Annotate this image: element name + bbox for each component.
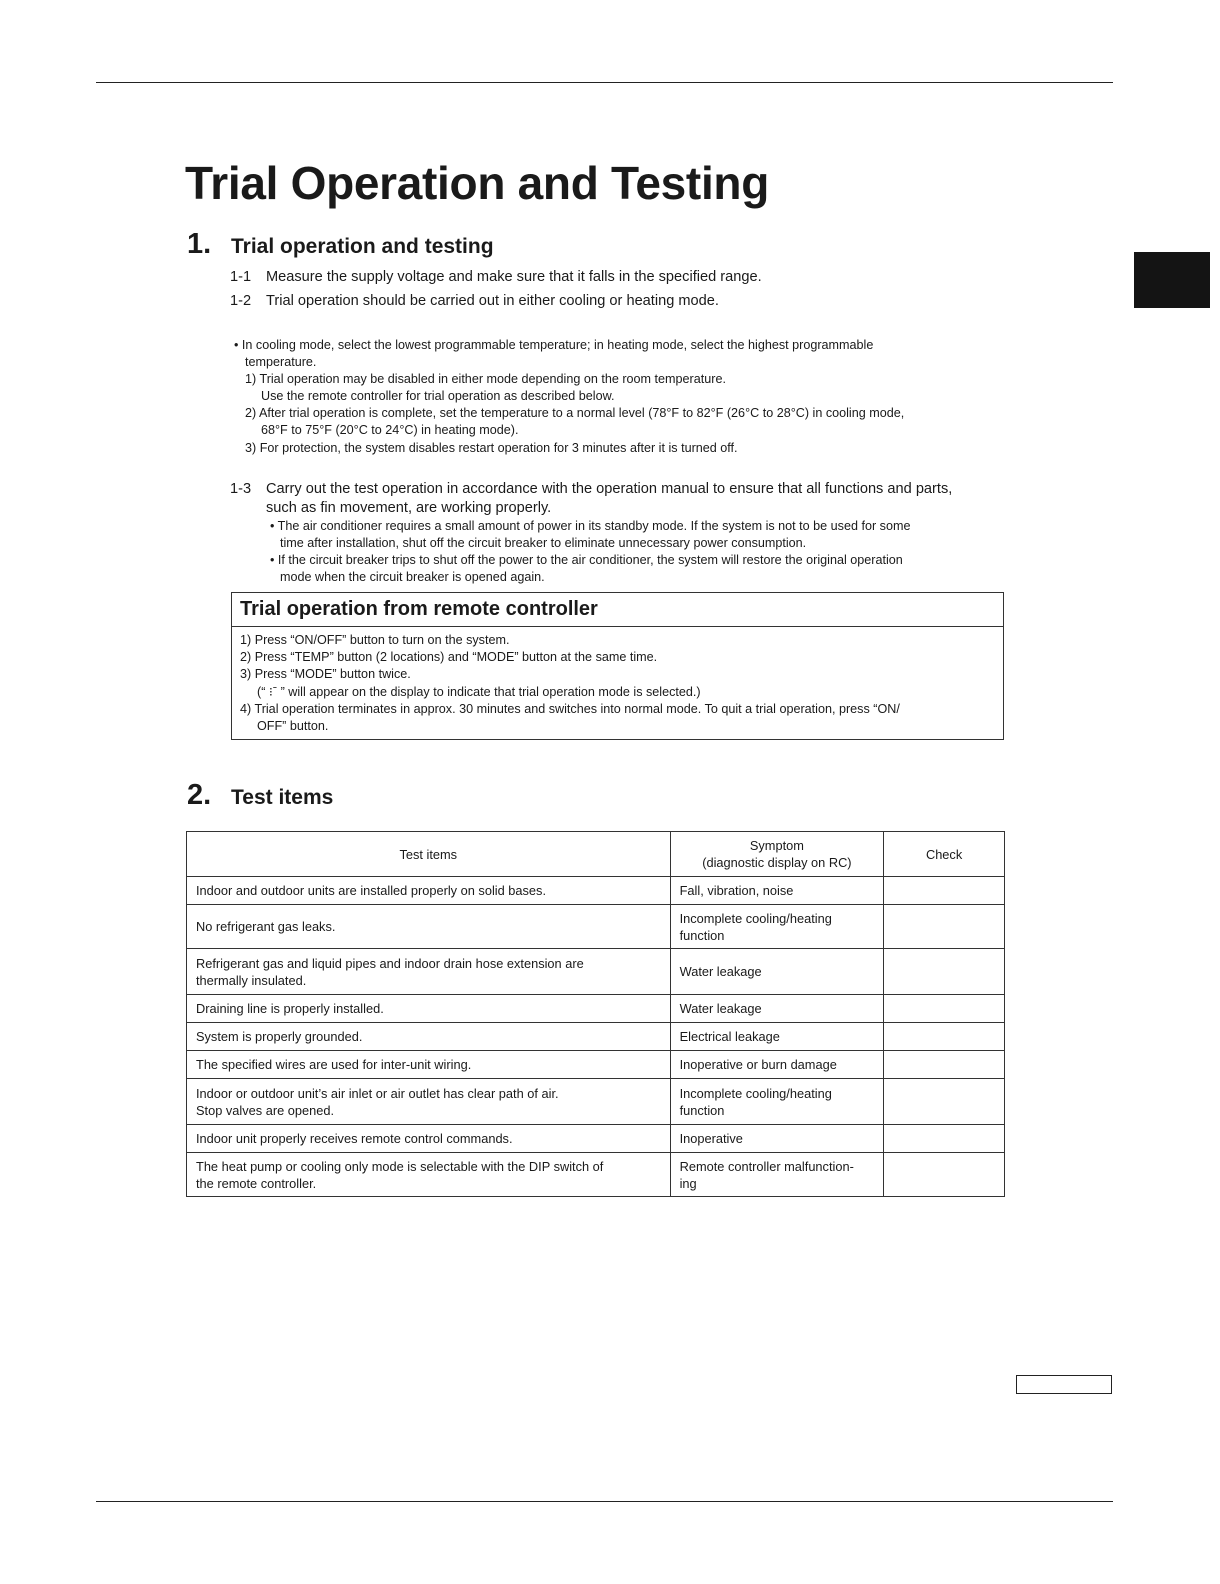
page-number-box [1016,1375,1112,1394]
note-line: 68°F to 75°F (20°C to 24°C) in heating mode). [261,423,519,437]
section-2-heading [187,779,333,812]
symptom-cell: Remote controller malfunction- ing [670,1153,884,1197]
symptom-cell: Fall, vibration, noise [670,877,884,905]
table-row [187,1153,1005,1197]
section-1-number: 1. [187,228,212,260]
section-tab-marker [1134,252,1210,308]
table-row [187,1051,1005,1079]
table-row [187,1125,1005,1153]
table-row [187,949,1005,995]
symptom-cell: Water leakage [670,949,884,995]
note-line: Use the remote controller for trial operation as described below. [261,389,615,403]
symptom-cell: Inoperative or burn damage [670,1051,884,1079]
remote-step: 2) Press “TEMP” button (2 locations) and “MODE” button at the same time. [240,650,658,665]
page-title: Trial Operation and Testing [185,157,770,209]
section-1-title: Trial operation and testing [231,235,494,258]
test-items-table [186,831,1005,1197]
section-1-heading [187,228,494,261]
step-text: Trial operation should be carried out in either cooling or heating mode. [266,293,719,309]
remote-box-heading: Trial operation from remote controller [232,593,1003,627]
test-item-cell: Indoor unit properly receives remote control commands. [187,1125,671,1153]
note-line: • In cooling mode, select the lowest programmable temperature; in heating mode, select the highest programmable [234,338,874,352]
remote-box-body [232,627,1003,735]
step-text: Carry out the test operation in accordance with the operation manual to ensure that all functions and parts, [266,481,953,497]
test-item-cell: The specified wires are used for inter-unit wiring. [187,1051,671,1079]
section-2-number: 2. [187,779,212,811]
check-cell[interactable] [884,905,1005,949]
test-item-cell: Indoor or outdoor unit’s air inlet or air outlet has clear path of air. Stop valves are opened. [187,1079,671,1125]
top-rule [96,82,1113,83]
test-item-cell: The heat pump or cooling only mode is selectable with the DIP switch of the remote controller. [187,1153,671,1197]
breaker-bullet: • If the circuit breaker trips to shut off the power to the air conditioner, the system will restore the original operation [270,553,903,567]
check-cell[interactable] [884,995,1005,1023]
symptom-cell: Water leakage [670,995,884,1023]
note-line: 2) After trial operation is complete, set the temperature to a normal level (78°F to 82°F (26°C to 28°C) in cooling mode, [245,406,905,420]
test-item-cell: Draining line is properly installed. [187,995,671,1023]
step-1-1 [230,268,762,287]
section-2-title: Test items [231,786,334,809]
step-1-2 [230,292,719,311]
symptom-cell: Electrical leakage [670,1023,884,1051]
check-cell[interactable] [884,1023,1005,1051]
column-header-test-items: Test items [187,832,671,877]
check-cell[interactable] [884,1125,1005,1153]
test-item-cell: Indoor and outdoor units are installed properly on solid bases. [187,877,671,905]
note-line: 1) Trial operation may be disabled in either mode depending on the room temperature. [245,372,726,386]
check-cell[interactable] [884,1153,1005,1197]
check-cell[interactable] [884,877,1005,905]
check-cell[interactable] [884,1051,1005,1079]
step-number: 1-1 [230,269,252,285]
bottom-rule [96,1501,1113,1502]
symptom-cell: Incomplete cooling/heating function [670,905,884,949]
test-item-cell: Refrigerant gas and liquid pipes and indoor drain hose extension are thermally insulated. [187,949,671,995]
remote-step: 4) Trial operation terminates in approx. 30 minutes and switches into normal mode. To quit a trial operation, press “ON/ [240,701,900,716]
table-row [187,1023,1005,1051]
column-header-symptom: Symptom (diagnostic display on RC) [670,832,884,877]
table-row [187,1079,1005,1125]
test-item-cell: System is properly grounded. [187,1023,671,1051]
remote-step: 3) Press “MODE” button twice. [240,667,411,682]
symptom-cell: Incomplete cooling/heating function [670,1079,884,1125]
table-row [187,995,1005,1023]
remote-step: 1) Press “ON/OFF” button to turn on the system. [240,633,510,647]
standby-bullet: • The air conditioner requires a small amount of power in its standby mode. If the system is not to be used for some [270,519,911,533]
symptom-cell: Inoperative [670,1125,884,1153]
step-number: 1-3 [230,481,252,497]
remote-step-note: (“ ⁝ˉ ” will appear on the display to indicate that trial operation mode is selected.) [257,684,701,699]
note-line: temperature. [245,355,317,369]
check-cell[interactable] [884,949,1005,995]
step-number: 1-2 [230,293,252,309]
table-row [187,905,1005,949]
column-header-check: Check [884,832,1005,877]
remote-controller-box [231,592,1004,740]
test-item-cell: No refrigerant gas leaks. [187,905,671,949]
step-text-continued: such as fin movement, are working properly. [266,500,552,516]
table-header-row [187,832,1005,877]
step-1-3 [230,480,952,518]
standby-bullet-continued: time after installation, shut off the circuit breaker to eliminate unnecessary power consumption. [280,536,807,550]
step-text: Measure the supply voltage and make sure that it falls in the specified range. [266,269,762,285]
note-line: 3) For protection, the system disables restart operation for 3 minutes after it is turned off. [245,441,738,455]
remote-step-continued: OFF” button. [257,719,329,734]
table-row [187,877,1005,905]
breaker-bullet-continued: mode when the circuit breaker is opened again. [280,570,545,584]
check-cell[interactable] [884,1079,1005,1125]
